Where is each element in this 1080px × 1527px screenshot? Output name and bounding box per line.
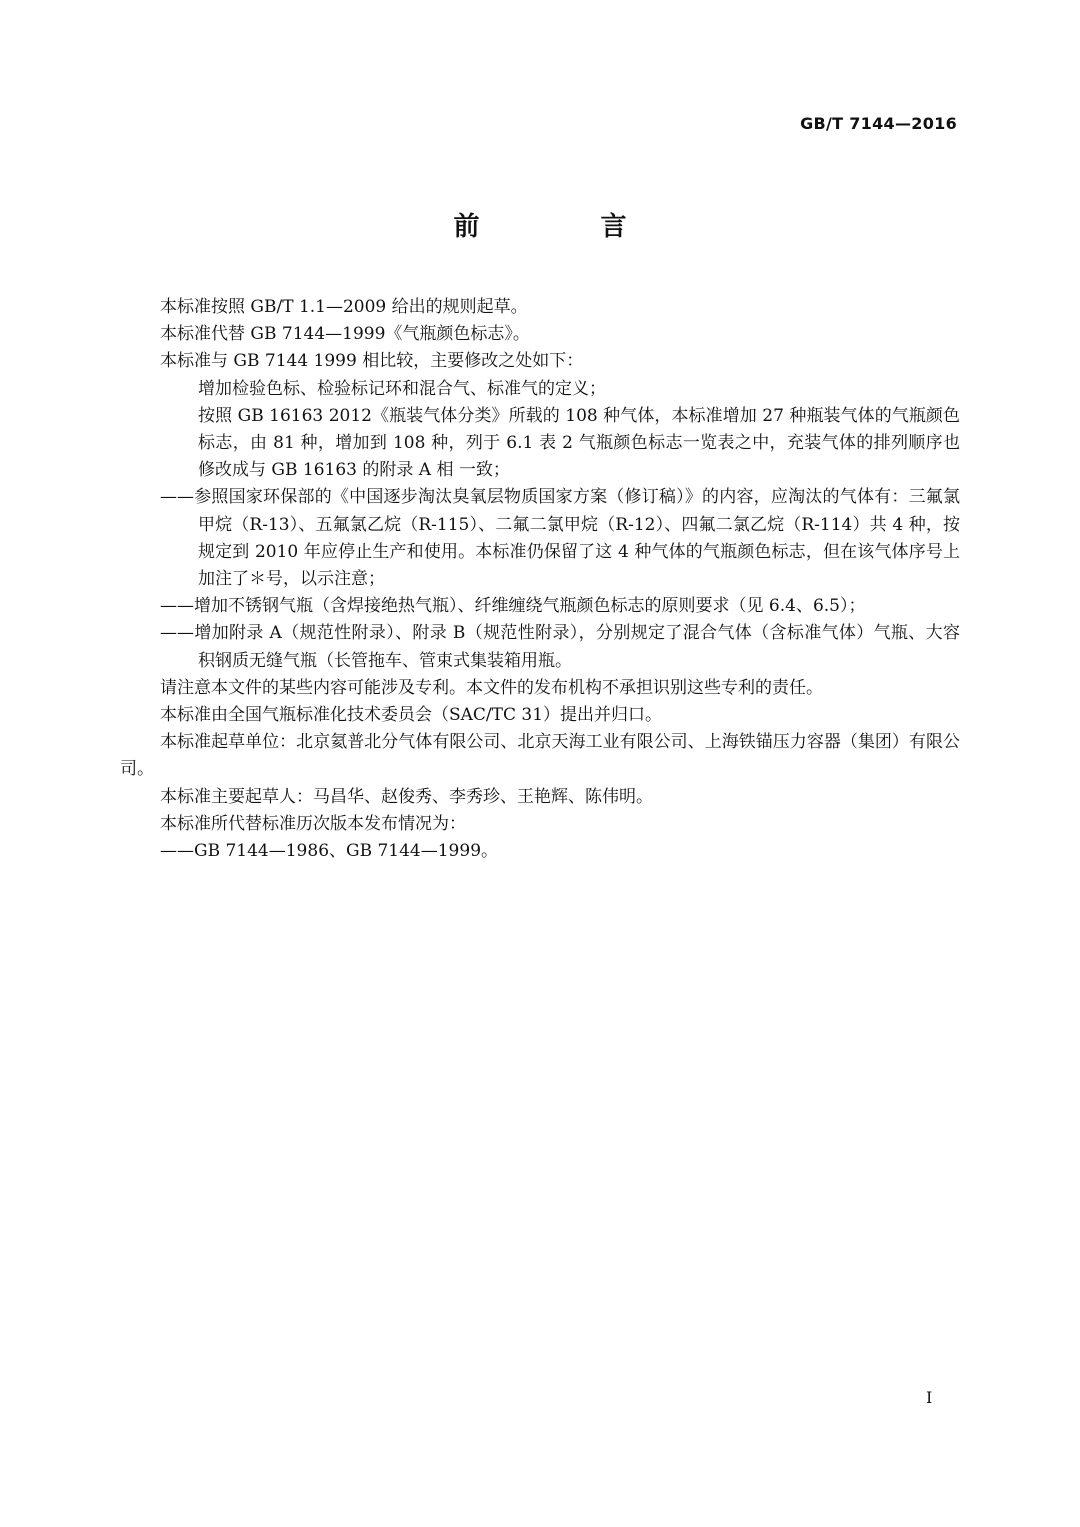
- paragraph-committee: 本标准由全国气瓶标准化技术委员会（SAC/TC 31）提出并归口。: [160, 705, 663, 726]
- paragraph-history-intro: 本标准所代替标准历次版本发布情况为：: [160, 813, 466, 834]
- document-body: [120, 294, 960, 865]
- standard-code: GB/T 7144—2016: [800, 114, 957, 133]
- change-item-gas-classification: 按照 GB 16163 2012《瓶装气体分类》所载的 108 种气体，本标准增加 27 种瓶装气体的气瓶颜色标志，由 81 种，增加到 108 种，列于 6.1 表 2 气瓶颜色标志一览表之中，充装气体的排列顺序也修改成与 GB 16163 的附录 A 相 一致；: [198, 405, 960, 481]
- paragraph-drafting-units: 本标准起草单位：北京氦普北分气体有限公司、北京天海工业有限公司、上海铁锚压力容器（集团）有限公司。: [120, 732, 960, 780]
- paragraph-drafters: 本标准主要起草人：马昌华、赵俊秀、李秀珍、王艳辉、陈伟明。: [160, 786, 653, 807]
- paragraph-changes-intro: 本标准与 GB 7144 1999 相比较，主要修改之处如下：: [160, 351, 584, 372]
- change-item-definitions: 增加检验色标、检验标记环和混合气、标准气的定义；: [198, 378, 606, 399]
- paragraph-drafting-rules: 本标准按照 GB/T 1.1—2009 给出的规则起草。: [160, 297, 528, 317]
- page-number: I: [926, 1388, 933, 1407]
- paragraph-history-versions: ——GB 7144—1986、GB 7144—1999。: [160, 841, 499, 862]
- paragraph-replaces: 本标准代替 GB 7144—1999《气瓶颜色标志》。: [160, 324, 530, 345]
- page-title: 前 言: [453, 212, 683, 242]
- change-item-ozone-phaseout: ——参照国家环保部的《中国逐步淘汰臭氧层物质国家方案（修订稿）》的内容，应淘汰的气体有：三氟氯甲烷（R-13）、五氟氯乙烷（R-115）、二氟二氯甲烷（R-12）、四氟二氯乙烷（R-114）共 4 种，按规定到 2010 年应停止生产和使用。本标准仍保留了这 4 种气体的气瓶颜色标志，但在该气体序号上加注了＊号，以示注意；: [160, 487, 960, 590]
- paragraph-patent-notice: 请注意本文件的某些内容可能涉及专利。本文件的发布机构不承担识别这些专利的责任。: [160, 677, 823, 698]
- change-item-annexes: ——增加附录 A（规范性附录）、附录 B（规范性附录），分别规定了混合气体（含标准气体）气瓶、大容积钢质无缝气瓶（长管拖车、管束式集装箱用瓶。: [160, 623, 960, 671]
- change-item-stainless-fiber: ——增加不锈钢气瓶（含焊接绝热气瓶）、纤维缠绕气瓶颜色标志的原则要求（见 6.4、6.5）；: [160, 596, 866, 617]
